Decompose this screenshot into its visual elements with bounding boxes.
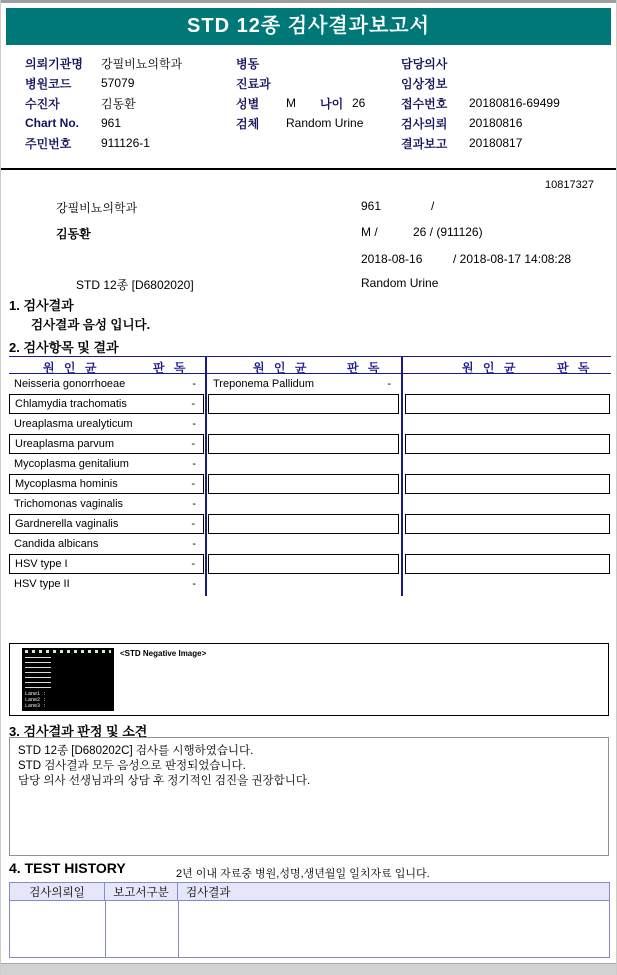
organism-row (208, 574, 399, 594)
organism-column-1 (9, 374, 204, 594)
organism-row (208, 414, 399, 434)
field-label: 담당의사 (401, 56, 448, 71)
history-col-report-type: 보고서구분 (105, 883, 178, 900)
history-column-divider (105, 901, 106, 957)
organism-name: Ureaplasma parvum (15, 438, 115, 450)
organism-result: - (191, 518, 195, 530)
organism-row (208, 494, 399, 514)
organism-row (208, 434, 399, 454)
organism-row (405, 574, 610, 594)
organism-row (208, 534, 399, 554)
organism-row (9, 574, 204, 594)
summary-slash: / (431, 199, 435, 213)
field-label: 접수번호 (401, 96, 448, 111)
field-label: 검체 (236, 116, 260, 131)
organism-header-label: 원 인 균 (253, 361, 310, 375)
info-row (25, 53, 231, 73)
organism-row (9, 454, 204, 474)
organism-result: - (192, 538, 196, 550)
organism-row (405, 514, 610, 534)
opinion-line: STD 12종 [D680202C] 검사를 시행하였습니다. (18, 745, 254, 757)
info-row (25, 73, 231, 93)
patient-info-right-column (401, 53, 613, 153)
organism-name: Trichomonas vaginalis (14, 498, 124, 510)
organism-row (208, 554, 399, 574)
gel-lane-label: Lane2 : (25, 697, 47, 703)
opinion-box (9, 737, 609, 856)
organism-row (9, 394, 204, 414)
organism-column-3 (405, 374, 610, 594)
field-label: 병원코드 (25, 76, 72, 91)
summary-age-id: 26 / (911126) (413, 225, 483, 239)
gel-negative-image (22, 648, 114, 711)
gel-lane-marks (25, 657, 51, 689)
info-row (236, 53, 401, 73)
field-label: 나이 (320, 96, 344, 111)
organism-row (405, 374, 610, 394)
organism-row (9, 514, 204, 534)
summary-chart-no: 961 (361, 199, 382, 213)
organism-name: Gardnerella vaginalis (15, 518, 119, 530)
opinion-line: 담당 의사 선생님과의 상담 후 정기적인 검진을 권장합니다. (18, 775, 311, 787)
info-row (401, 133, 613, 153)
summary-clinic-name: 강필비뇨의학과 (56, 201, 138, 215)
header-divider-line (1, 168, 617, 170)
organism-result: - (191, 478, 195, 490)
organism-row (9, 374, 204, 394)
organism-name: Neisseria gonorrhoeae (14, 378, 126, 390)
organism-row (208, 394, 399, 414)
field-value: 911126-1 (101, 136, 150, 150)
organism-row (405, 534, 610, 554)
organism-name: HSV type I (15, 558, 68, 570)
organism-row (405, 414, 610, 434)
organism-row (208, 474, 399, 494)
organism-row (208, 454, 399, 474)
organism-name: Chlamydia trachomatis (15, 398, 127, 410)
field-value: 20180817 (469, 136, 523, 150)
history-col-request-date: 검사의뢰일 (10, 883, 105, 900)
info-row (236, 93, 401, 113)
organism-table-header (9, 356, 611, 374)
organism-row (9, 474, 204, 494)
organism-row (9, 414, 204, 434)
organism-result: - (191, 558, 195, 570)
history-column-divider (178, 901, 179, 957)
gel-wells-row (25, 650, 111, 653)
reading-header-label: 판 독 (347, 361, 383, 375)
organism-row (9, 434, 204, 454)
gel-image-panel (9, 643, 609, 716)
test-history-header (10, 883, 609, 901)
info-row (25, 93, 231, 113)
window-top-edge (1, 0, 617, 3)
section2-heading: 2. 검사항목 및 결과 (9, 340, 119, 355)
organism-row (208, 514, 399, 534)
gel-lane-labels (25, 691, 46, 709)
summary-sex: M / (361, 225, 378, 239)
organism-name: Ureaplasma urealyticum (14, 418, 133, 430)
section1-result-text: 검사결과 음성 입니다. (31, 318, 151, 332)
gel-image-caption: <STD Negative Image> (120, 649, 207, 658)
field-label: 주민번호 (25, 136, 72, 151)
organism-name: HSV type II (14, 578, 70, 590)
organism-column-2 (208, 374, 399, 594)
organism-row (405, 554, 610, 574)
field-value: 김동환 (101, 96, 136, 111)
organism-result: - (191, 438, 195, 450)
organism-row (405, 454, 610, 474)
field-label: 임상정보 (401, 76, 448, 91)
organism-row (9, 534, 204, 554)
organism-row (9, 494, 204, 514)
organism-result: - (192, 458, 196, 470)
organism-header-label: 원 인 균 (462, 361, 519, 375)
history-col-result: 검사결과 (186, 886, 231, 899)
reading-header-label: 판 독 (153, 361, 189, 375)
organism-result: - (192, 578, 196, 590)
field-label: 수진자 (25, 96, 60, 111)
gel-lane-label: Lane1 : (25, 691, 47, 697)
summary-specimen: Random Urine (361, 276, 439, 290)
patient-info-middle-column (236, 53, 401, 133)
organism-row (208, 374, 399, 394)
document-number: 10817327 (545, 179, 594, 191)
field-value: 20180816-69499 (469, 96, 560, 110)
info-row (25, 113, 231, 133)
patient-info-left-column (25, 53, 231, 153)
field-label: 진료과 (236, 76, 271, 91)
info-row (25, 133, 231, 153)
organism-name: Mycoplasma hominis (15, 478, 118, 490)
organism-result: - (191, 398, 195, 410)
summary-report-datetime: / 2018-08-17 14:08:28 (453, 252, 572, 266)
table-divider-line (205, 356, 207, 596)
field-label: Chart No. (25, 116, 79, 130)
field-value: 20180816 (469, 116, 523, 130)
organism-row (9, 554, 204, 574)
organism-row (405, 494, 610, 514)
field-label: 결과보고 (401, 136, 448, 151)
field-value: M (286, 96, 296, 110)
organism-name: Mycoplasma genitalium (14, 458, 129, 470)
summary-test-name: STD 12종 [D6802020] (76, 278, 194, 292)
info-row (236, 73, 401, 93)
organism-result: - (192, 378, 196, 390)
section1-heading: 1. 검사결과 (9, 298, 74, 313)
section4-heading: 4. TEST HISTORY (9, 860, 126, 876)
info-row (401, 73, 613, 93)
field-value: 961 (101, 116, 122, 130)
test-history-table (9, 882, 610, 958)
info-row (401, 113, 613, 133)
organism-row (405, 474, 610, 494)
test-history-note: 2년 이내 자료중 병원,성명,생년월일 일치자료 입니다. (176, 868, 430, 880)
field-label: 병동 (236, 56, 260, 71)
reading-header-label: 판 독 (557, 361, 593, 375)
organism-row (405, 394, 610, 414)
organism-result-table (9, 356, 611, 596)
report-title: STD 12종 검사결과보고서 (187, 15, 430, 37)
summary-patient-name: 김동환 (56, 227, 91, 241)
field-label: 검사의뢰 (401, 116, 448, 131)
organism-row (405, 434, 610, 454)
organism-header-label: 원 인 균 (43, 361, 100, 375)
field-label: 의뢰기관명 (25, 56, 83, 71)
opinion-line: STD 검사결과 모두 음성으로 판정되었습니다. (18, 760, 246, 772)
info-row (401, 93, 613, 113)
summary-request-date: 2018-08-16 (361, 252, 423, 266)
info-row (236, 113, 401, 133)
organism-result: - (192, 498, 196, 510)
window-bottom-edge (1, 963, 617, 975)
organism-name: Treponema Pallidum (213, 378, 315, 390)
table-divider-line (401, 356, 403, 596)
field-label: 성별 (236, 96, 260, 111)
field-value: 57079 (101, 76, 135, 90)
organism-result: - (387, 378, 391, 390)
field-value: 26 (352, 96, 366, 110)
section3-heading: 3. 검사결과 판정 및 소견 (9, 724, 148, 739)
field-value: Random Urine (286, 116, 364, 130)
report-title-banner (6, 8, 611, 45)
organism-name: Candida albicans (14, 538, 99, 550)
organism-result: - (192, 418, 196, 430)
info-row (401, 53, 613, 73)
field-value: 강필비뇨의학과 (101, 56, 183, 71)
gel-lane-label: Lane3 : (25, 703, 47, 709)
